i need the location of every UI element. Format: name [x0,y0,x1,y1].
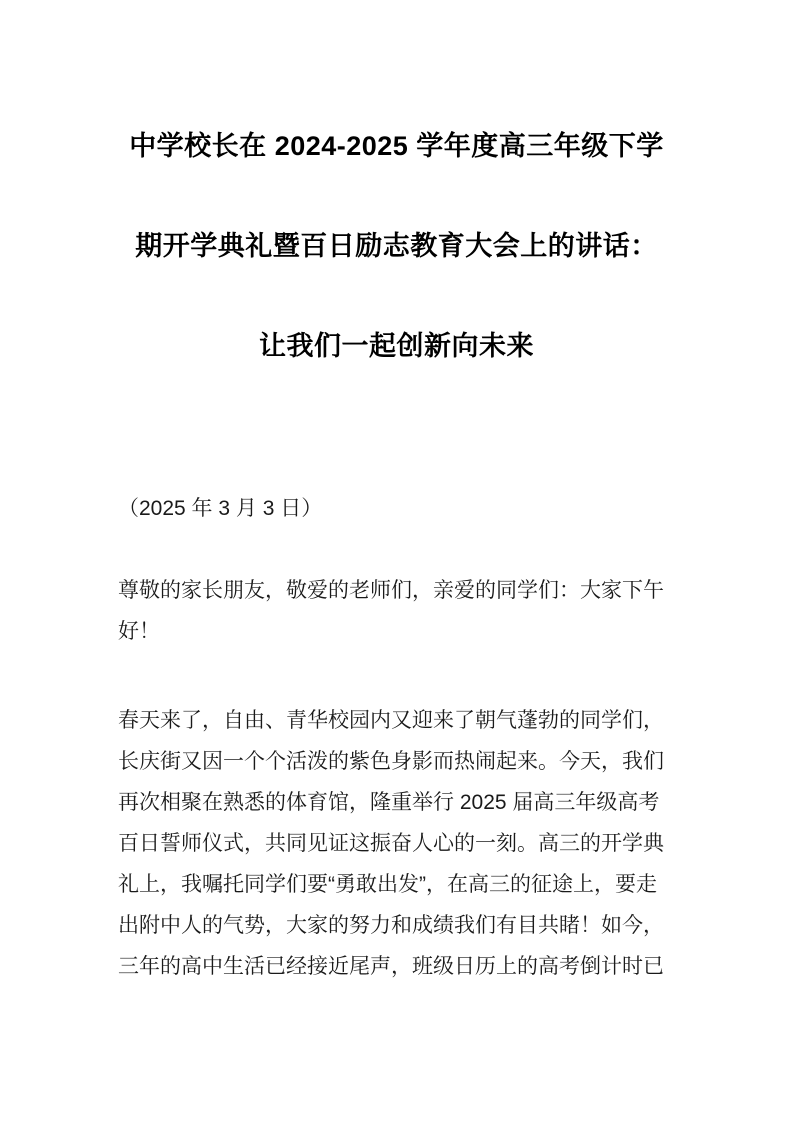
document-title [118,96,675,396]
title-line-1: 中学校长在 2024-2025 学年度高三年级下学 [129,131,664,161]
title-line-3: 让我们一起创新向未来 [259,331,534,361]
body-paragraph: 春天来了，自由、青华校园内又迎来了朝气蓬勃的同学们，长庆街又因一个个活泼的紫色身影而热闹起来。今天，我们再次相聚在熟悉的体育馆，隆重举行 2025 届高三年级高考百日誓师仪式，共同见证这振奋人心的一刻。高三的开学典礼上，我嘱托同学们要“勇敢出发”，在高三的征途上，要走出附中人的气势，大家的努力和成绩我们有目共睹！如今，三年的高中生活已经接近尾声，班级日历上的高考倒计时已 [118,709,664,978]
title-line-2: 期开学典礼暨百日励志教育大会上的讲话： [135,231,658,261]
date-line: （2025 年 3 月 3 日） [118,497,323,520]
greeting-paragraph: 尊敬的家长朋友，敬爱的老师们，亲爱的同学们：大家下午好！ [118,579,664,643]
